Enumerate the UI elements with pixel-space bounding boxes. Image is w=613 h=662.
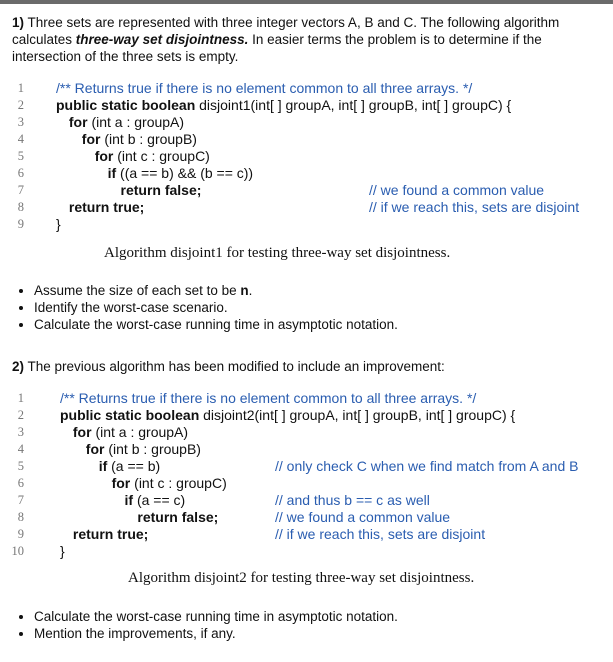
code-keyword: if: [107, 165, 117, 181]
bullet-item: [34, 608, 604, 625]
question-1-number: 1): [12, 15, 25, 30]
code-text: [60, 543, 65, 559]
line-number: 3: [17, 115, 24, 129]
code-text: [121, 182, 202, 198]
line-number: 9: [17, 527, 24, 541]
doc-comment: /** Returns true if there is no element common to all three arrays. */: [60, 390, 477, 406]
code-text: [56, 80, 472, 96]
code-text: [56, 97, 511, 113]
code-comment: // if we reach this, sets are disjoint: [369, 199, 580, 215]
code-rest: (a == b): [107, 458, 161, 474]
code-keyword: public static boolean: [60, 407, 200, 423]
doc-comment: /** Returns true if there is no element common to all three arrays. */: [56, 80, 473, 96]
bullet-text: Calculate the worst-case running time in asymptotic notation.: [34, 317, 398, 332]
code-rest: (int a : groupA): [91, 424, 189, 440]
bullet-tail: .: [248, 283, 253, 298]
question-1-intro: Three sets are represented with three integer vectors A, B and C. The following algorithm calculates: [12, 15, 560, 47]
line-number: 1: [17, 81, 24, 95]
code-rest: (int c : groupC): [130, 475, 227, 491]
line-number: 7: [17, 183, 24, 197]
line-number: 4: [17, 132, 24, 146]
line-number: 7: [17, 493, 24, 507]
question-1-bullets: [14, 282, 604, 333]
code-keyword: for: [85, 441, 105, 457]
code-rest: }: [56, 216, 61, 232]
code-keyword: return true;: [72, 526, 149, 542]
bullet-text: Calculate the worst-case running time in asymptotic notation.: [34, 609, 398, 624]
line-number: 6: [17, 476, 24, 490]
code-text: [56, 216, 61, 232]
line-number: 3: [17, 425, 24, 439]
top-border: [0, 0, 613, 4]
line-number: 10: [11, 544, 24, 558]
code-rest: (int b : groupB): [100, 131, 197, 147]
code-rest: (int c : groupC): [113, 148, 210, 164]
bullet-item: [34, 625, 604, 642]
code-text: [112, 475, 227, 491]
code-text: [69, 199, 144, 215]
code-text: [60, 390, 476, 406]
bullet-item: [34, 282, 604, 299]
line-number: 1: [17, 391, 24, 405]
code-rest: (a == c): [133, 492, 186, 508]
bullet-text: Mention the improvements, if any.: [34, 626, 236, 641]
code-rest: ((a == b) && (b == c)): [116, 165, 254, 181]
question-2-text: [12, 358, 602, 375]
question-2-number: 2): [12, 359, 25, 374]
code-keyword: return false;: [137, 509, 219, 525]
line-number: 5: [17, 149, 24, 163]
bullet-item: [34, 299, 604, 316]
code-text: [82, 131, 197, 147]
caption-disjoint1: Algorithm disjoint1 for testing three-way set disjointness.: [104, 245, 451, 261]
code-keyword: public static boolean: [56, 97, 196, 113]
code-keyword: return true;: [68, 199, 145, 215]
code-comment: // and thus b == c as well: [275, 492, 430, 508]
line-number: 8: [17, 200, 24, 214]
question-2-intro: The previous algorithm has been modified to include an improvement:: [24, 359, 445, 374]
code-rest: disjoint2(int[ ] groupA, int[ ] groupB, int[ ] groupC) {: [199, 407, 516, 423]
code-keyword: for: [68, 114, 88, 130]
question-1-emphasis: three-way set disjointness.: [75, 32, 249, 47]
question-1-text: [12, 14, 602, 65]
line-number: 2: [17, 98, 24, 112]
code-text: [60, 407, 515, 423]
bullet-bold: n: [240, 283, 249, 298]
code-keyword: for: [94, 148, 114, 164]
code-text: [69, 114, 184, 130]
code-rest: disjoint1(int[ ] groupA, int[ ] groupB, int[ ] groupC) {: [195, 97, 512, 113]
bullet-text: Assume the size of each set to be: [34, 283, 241, 298]
code-comment: // if we reach this, sets are disjoint: [275, 526, 486, 542]
code-keyword: if: [98, 458, 108, 474]
code-text: [95, 148, 210, 164]
code-rest: (int a : groupA): [87, 114, 185, 130]
code-text: [99, 458, 160, 474]
bullet-text: Identify the worst-case scenario.: [34, 300, 228, 315]
code-keyword: for: [72, 424, 92, 440]
code-comment: // we found a common value: [369, 182, 545, 198]
line-number: 2: [17, 408, 24, 422]
code-text: [73, 526, 148, 542]
code-keyword: if: [124, 492, 134, 508]
code-text: [86, 441, 201, 457]
code-keyword: return false;: [120, 182, 202, 198]
code-keyword: for: [81, 131, 101, 147]
line-number: 4: [17, 442, 24, 456]
code-comment: // we found a common value: [275, 509, 451, 525]
bullet-item: [34, 316, 604, 333]
code-text: [125, 492, 186, 508]
line-number: 5: [17, 459, 24, 473]
question-1-intro-end: In easier terms the problem is to determine if the intersection of the three sets is empty.: [12, 32, 542, 64]
line-number: 6: [17, 166, 24, 180]
code-text: [137, 509, 218, 525]
code-comment: // only check C when we find match from A and B: [275, 458, 579, 474]
line-number: 8: [17, 510, 24, 524]
code-text: [108, 165, 254, 181]
caption-disjoint2: Algorithm disjoint2 for testing three-way set disjointness.: [128, 570, 475, 586]
question-2-bullets: [14, 608, 604, 642]
code-keyword: for: [111, 475, 131, 491]
code-rest: (int b : groupB): [104, 441, 201, 457]
code-rest: }: [60, 543, 65, 559]
code-text: [73, 424, 188, 440]
line-number: 9: [17, 217, 24, 231]
